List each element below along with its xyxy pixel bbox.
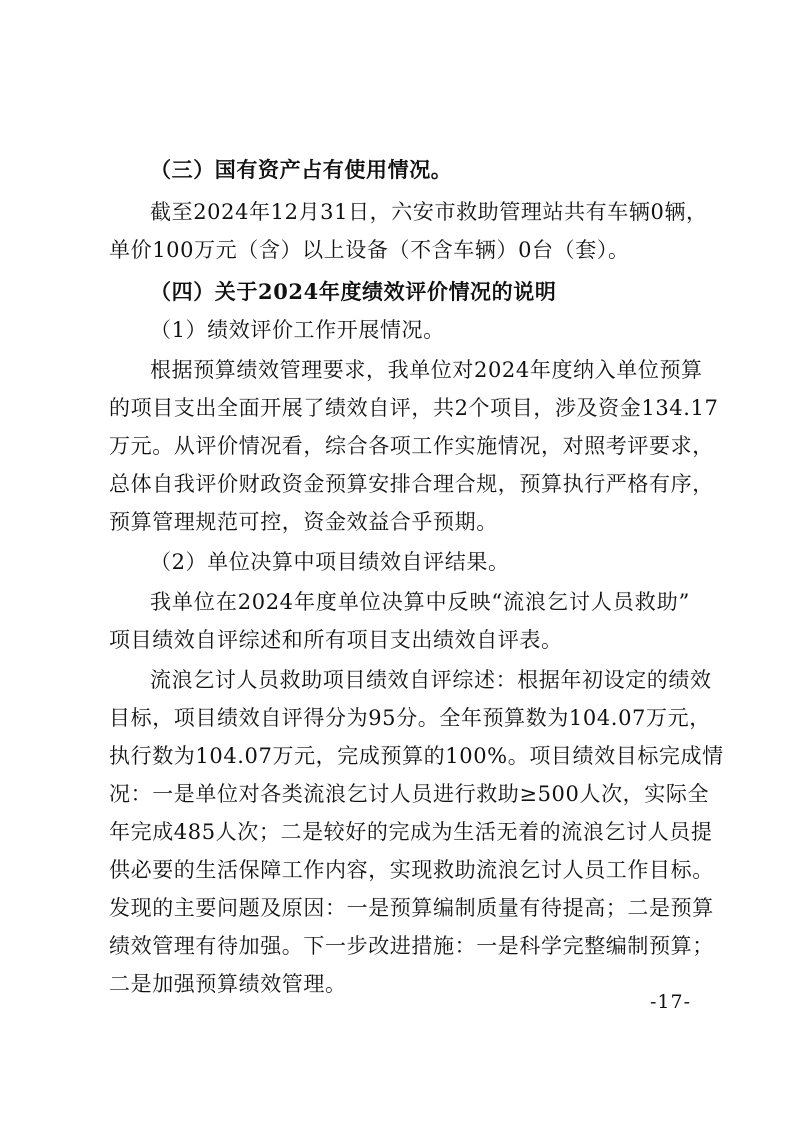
page-number: -17- bbox=[649, 991, 691, 1013]
sub2-para2-line-4: 况：一是单位对各类流浪乞讨人员进行救助≥500人次，实际全 bbox=[109, 782, 710, 806]
sub1-line-1: 根据预算绩效管理要求，我单位对2024年度纳入单位预算 bbox=[150, 358, 703, 382]
sub1-line-4: 总体自我评价财政资金预算安排合理合规，预算执行严格有序， bbox=[109, 472, 714, 496]
sub1-line-3: 万元。从评价情况看，综合各项工作实施情况，对照考评要求， bbox=[109, 434, 714, 458]
sub2-para1-line-1: 我单位在2024年度单位决算中反映“流浪乞讨人员救助” bbox=[150, 590, 690, 614]
sub1-line-5: 预算管理规范可控，资金效益合乎预期。 bbox=[109, 510, 498, 534]
sub2-para2-line-5: 年完成485人次；二是较好的完成为生活无着的流浪乞讨人员提 bbox=[109, 820, 713, 844]
sub2-para2-line-1: 流浪乞讨人员救助项目绩效自评综述：根据年初设定的绩效 bbox=[150, 668, 712, 692]
sub2-para2-line-2: 目标，项目绩效自评得分为95分。全年预算数为104.07万元， bbox=[109, 706, 711, 730]
sub2-para2-line-9: 二是加强预算绩效管理。 bbox=[109, 972, 347, 996]
sub2-para2-line-6: 供必要的生活保障工作内容，实现救助流浪乞讨人员工作目标。 bbox=[109, 858, 714, 882]
sub2-para2-line-7: 发现的主要问题及原因：一是预算编制质量有待提高；二是预算 bbox=[109, 896, 714, 920]
sub2-para2-line-8: 绩效管理有待加强。下一步改进措施：一是科学完整编制预算； bbox=[109, 934, 714, 958]
sub1-heading: （1）绩效评价工作开展情况。 bbox=[150, 318, 445, 342]
sub2-para2-line-3: 执行数为104.07万元，完成预算的100%。项目绩效目标完成情 bbox=[109, 744, 724, 768]
section3-heading: （三）国有资产占有使用情况。 bbox=[150, 157, 453, 182]
sub2-para1-line-2: 项目绩效自评综述和所有项目支出绩效自评表。 bbox=[109, 628, 563, 652]
section4-heading: （四）关于2024年度绩效评价情况的说明 bbox=[150, 279, 557, 304]
sub2-heading: （2）单位决算中项目绩效自评结果。 bbox=[150, 550, 510, 574]
section3-line-1: 截至2024年12月31日，六安市救助管理站共有车辆0辆， bbox=[150, 200, 708, 224]
section3-line-2: 单价100万元（含）以上设备（不含车辆）0台（套）。 bbox=[109, 238, 630, 262]
sub1-line-2: 的项目支出全面开展了绩效自评，共2个项目，涉及资金134.17 bbox=[109, 396, 719, 420]
